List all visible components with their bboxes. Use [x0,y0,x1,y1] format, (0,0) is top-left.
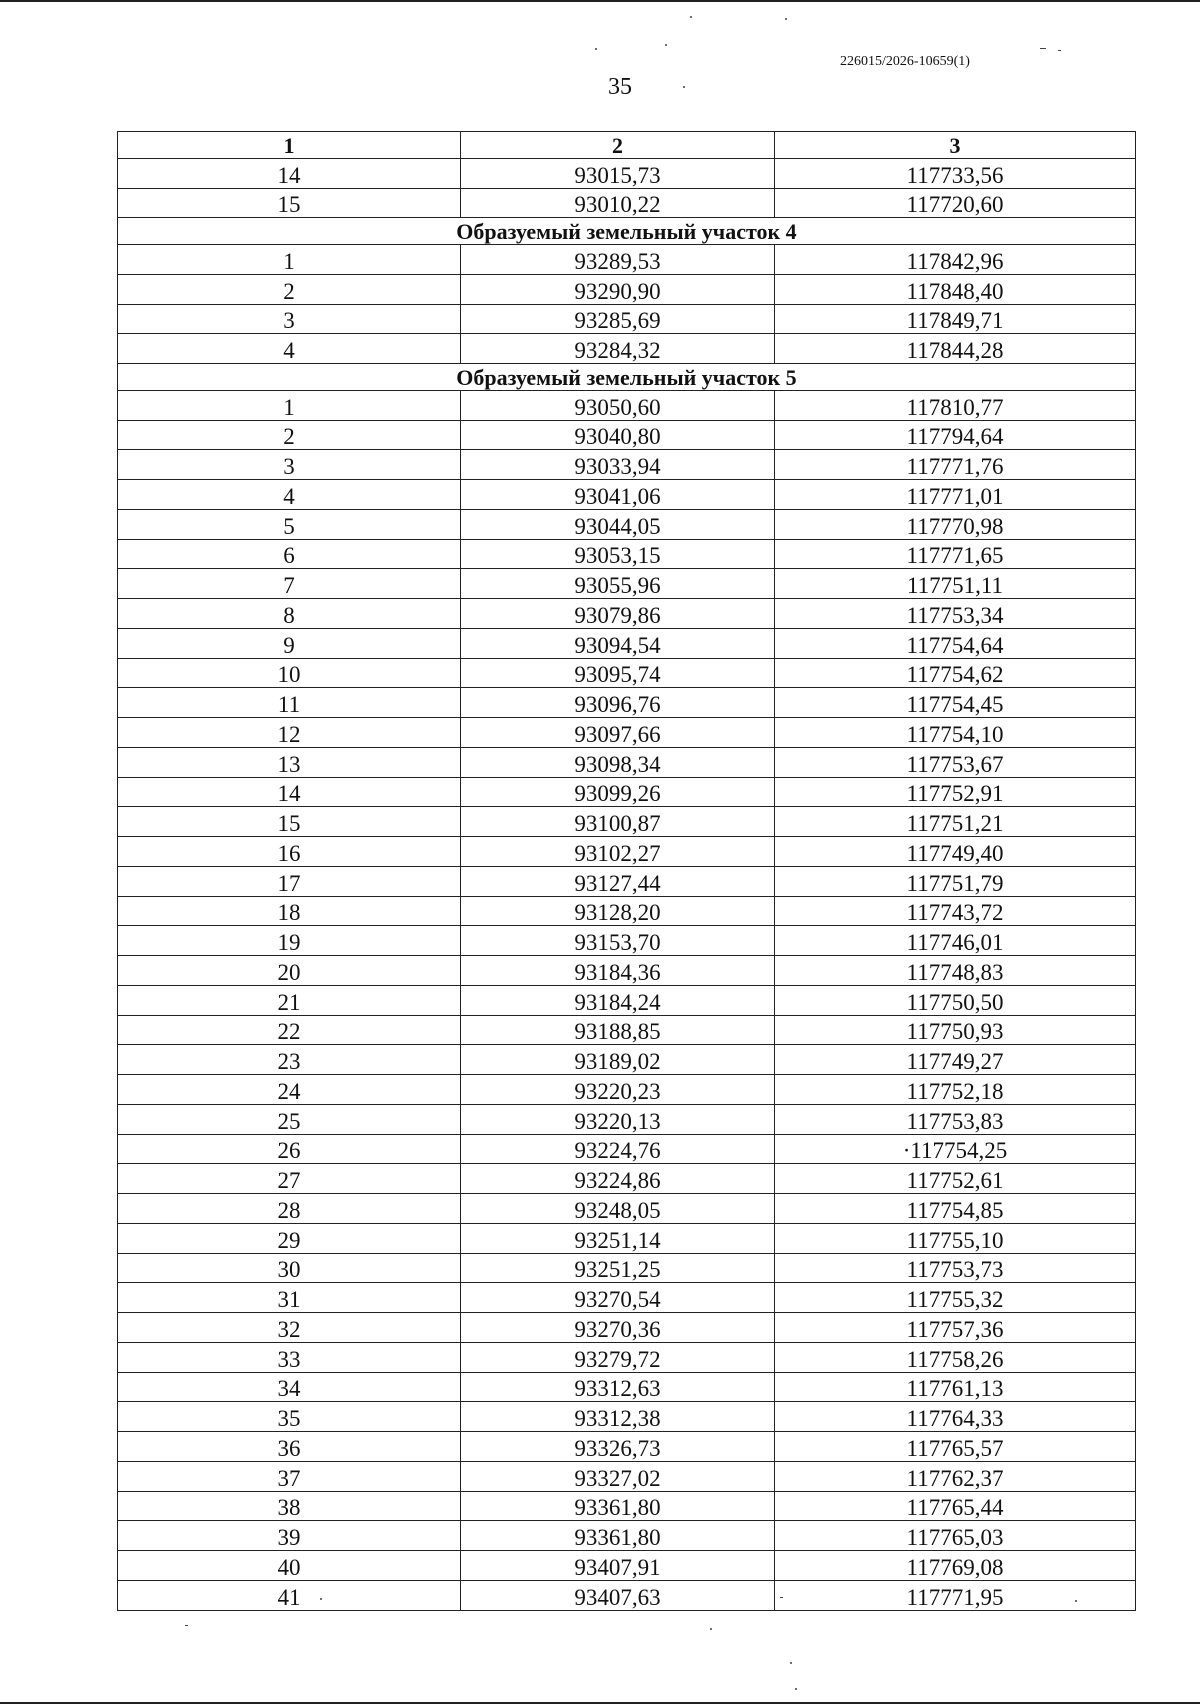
y-coordinate-cell: 117842,96 [775,245,1136,275]
point-number-cell: 10 [118,658,461,688]
scan-speck [780,1597,783,1598]
table-row [118,480,1136,510]
table-row [118,1461,1136,1491]
point-number-cell: 2 [118,274,461,304]
x-coordinate-cell: 93327,02 [461,1461,775,1491]
x-coordinate-cell: 93050,60 [461,390,775,420]
x-coordinate-cell: 93407,91 [461,1551,775,1581]
x-coordinate-cell: 93128,20 [461,896,775,926]
point-number-cell: 34 [118,1372,461,1402]
table-row [118,718,1136,748]
table-row [118,245,1136,275]
y-coordinate-cell: 117752,18 [775,1075,1136,1105]
point-number-cell: 30 [118,1253,461,1283]
table-row [118,1134,1136,1164]
point-number-cell: 29 [118,1223,461,1253]
x-coordinate-cell: 93407,63 [461,1580,775,1610]
table-row [118,569,1136,599]
table-row [118,1223,1136,1253]
y-coordinate-cell: 117750,93 [775,1015,1136,1045]
point-number-cell: 2 [118,420,461,450]
table-row [118,807,1136,837]
point-number-cell: 11 [118,688,461,718]
table-row [118,390,1136,420]
table-row [118,985,1136,1015]
point-number-cell: 36 [118,1432,461,1462]
point-number-cell: 8 [118,599,461,629]
column-header-3: 3 [775,132,1136,159]
table-row [118,599,1136,629]
table-row [118,420,1136,450]
y-coordinate-cell: 117770,98 [775,509,1136,539]
y-coordinate-cell: 117771,65 [775,539,1136,569]
x-coordinate-cell: 93270,54 [461,1283,775,1313]
x-coordinate-cell: 93290,90 [461,274,775,304]
point-number-cell: 15 [118,188,461,218]
point-number-cell: 17 [118,866,461,896]
y-coordinate-cell: 117762,37 [775,1461,1136,1491]
x-coordinate-cell: 93248,05 [461,1194,775,1224]
point-number-cell: 40 [118,1551,461,1581]
point-number-cell: 4 [118,480,461,510]
y-coordinate-cell: 117754,62 [775,658,1136,688]
x-coordinate-cell: 93270,36 [461,1313,775,1343]
x-coordinate-cell: 93097,66 [461,718,775,748]
x-coordinate-cell: 93284,32 [461,334,775,364]
point-number-cell: 6 [118,539,461,569]
y-coordinate-cell: 117844,28 [775,334,1136,364]
x-coordinate-cell: 93326,73 [461,1432,775,1462]
scan-speck [1075,1600,1077,1602]
scan-speck [665,44,667,46]
y-coordinate-cell: 117753,34 [775,599,1136,629]
table-row [118,1194,1136,1224]
table-row [118,1521,1136,1551]
point-number-cell: 13 [118,747,461,777]
x-coordinate-cell: 93040,80 [461,420,775,450]
table-row [118,1164,1136,1194]
y-coordinate-cell: 117771,95 [775,1580,1136,1610]
y-coordinate-cell: 117752,61 [775,1164,1136,1194]
scan-speck [710,1628,712,1630]
x-coordinate-cell: 93102,27 [461,837,775,867]
point-number-cell: 41 [118,1580,461,1610]
point-number-cell: 37 [118,1461,461,1491]
table-row [118,1491,1136,1521]
table-row [118,1313,1136,1343]
table-row [118,274,1136,304]
table-row [118,188,1136,218]
x-coordinate-cell: 93044,05 [461,509,775,539]
table-row [118,1104,1136,1134]
table-row [118,1372,1136,1402]
y-coordinate-cell: 117748,83 [775,956,1136,986]
scan-top-edge [0,0,1200,2]
x-coordinate-cell: 93079,86 [461,599,775,629]
point-number-cell: 18 [118,896,461,926]
y-coordinate-cell: 117720,60 [775,188,1136,218]
x-coordinate-cell: 93224,76 [461,1134,775,1164]
scan-speck [785,18,787,20]
x-coordinate-cell: 93095,74 [461,658,775,688]
y-coordinate-cell: 117755,10 [775,1223,1136,1253]
y-coordinate-cell: 117810,77 [775,390,1136,420]
coordinates-table [117,131,1136,1611]
point-number-cell: 22 [118,1015,461,1045]
y-coordinate-cell: 117764,33 [775,1402,1136,1432]
x-coordinate-cell: 93010,22 [461,188,775,218]
table-row [118,926,1136,956]
point-number-cell: 21 [118,985,461,1015]
point-number-cell: 7 [118,569,461,599]
x-coordinate-cell: 93041,06 [461,480,775,510]
table-row [118,896,1136,926]
point-number-cell: 3 [118,304,461,334]
section-title: Образуемый земельный участок 5 [118,364,1136,391]
table-row [118,628,1136,658]
y-coordinate-cell: 117753,73 [775,1253,1136,1283]
point-number-cell: 16 [118,837,461,867]
x-coordinate-cell: 93312,38 [461,1402,775,1432]
table-row [118,158,1136,188]
y-coordinate-cell: 117753,83 [775,1104,1136,1134]
x-coordinate-cell: 93127,44 [461,866,775,896]
x-coordinate-cell: 93279,72 [461,1342,775,1372]
point-number-cell: 26 [118,1134,461,1164]
y-coordinate-cell: 117765,57 [775,1432,1136,1462]
point-number-cell: 4 [118,334,461,364]
x-coordinate-cell: 93220,23 [461,1075,775,1105]
scan-speck [683,86,685,88]
y-coordinate-cell: 117733,56 [775,158,1136,188]
point-number-cell: 19 [118,926,461,956]
column-header-2: 2 [461,132,775,159]
point-number-cell: 20 [118,956,461,986]
table-row [118,1342,1136,1372]
x-coordinate-cell: 93055,96 [461,569,775,599]
table-row [118,1402,1136,1432]
point-number-cell: 23 [118,1045,461,1075]
y-coordinate-cell: ·117754,25 [775,1134,1136,1164]
y-coordinate-cell: 117749,27 [775,1045,1136,1075]
x-coordinate-cell: 93189,02 [461,1045,775,1075]
point-number-cell: 35 [118,1402,461,1432]
x-coordinate-cell: 93251,25 [461,1253,775,1283]
y-coordinate-cell: 117765,44 [775,1491,1136,1521]
table-row [118,837,1136,867]
scan-speck [1058,50,1061,51]
x-coordinate-cell: 93096,76 [461,688,775,718]
x-coordinate-cell: 93312,63 [461,1372,775,1402]
point-number-cell: 14 [118,777,461,807]
y-coordinate-cell: 117769,08 [775,1551,1136,1581]
y-coordinate-cell: 117754,85 [775,1194,1136,1224]
x-coordinate-cell: 93033,94 [461,450,775,480]
section-header-row [118,364,1136,391]
table-row [118,688,1136,718]
table-row [118,450,1136,480]
scan-speck [320,1598,322,1600]
section-header-row [118,218,1136,245]
x-coordinate-cell: 93015,73 [461,158,775,188]
table-row [118,956,1136,986]
scan-speck [595,48,597,50]
y-coordinate-cell: 117751,11 [775,569,1136,599]
y-coordinate-cell: 117751,21 [775,807,1136,837]
table-row [118,1551,1136,1581]
point-number-cell: 3 [118,450,461,480]
x-coordinate-cell: 93184,36 [461,956,775,986]
point-number-cell: 31 [118,1283,461,1313]
point-number-cell: 5 [118,509,461,539]
y-coordinate-cell: 117754,64 [775,628,1136,658]
point-number-cell: 1 [118,245,461,275]
scan-speck [690,16,692,18]
x-coordinate-cell: 93099,26 [461,777,775,807]
x-coordinate-cell: 93285,69 [461,304,775,334]
y-coordinate-cell: 117761,13 [775,1372,1136,1402]
point-number-cell: 15 [118,807,461,837]
document-number: 226015/2026-10659(1) [840,54,970,69]
y-coordinate-cell: 117754,45 [775,688,1136,718]
table-row [118,747,1136,777]
point-number-cell: 28 [118,1194,461,1224]
table-row [118,658,1136,688]
x-coordinate-cell: 93289,53 [461,245,775,275]
y-coordinate-cell: 117754,10 [775,718,1136,748]
scan-speck [795,1688,797,1690]
page-number: 35 [608,74,632,100]
point-number-cell: 14 [118,158,461,188]
x-coordinate-cell: 93100,87 [461,807,775,837]
y-coordinate-cell: 117755,32 [775,1283,1136,1313]
point-number-cell: 39 [118,1521,461,1551]
table-row [118,334,1136,364]
y-coordinate-cell: 117771,01 [775,480,1136,510]
table-row [118,1580,1136,1610]
point-number-cell: 33 [118,1342,461,1372]
table-body [118,158,1136,1610]
y-coordinate-cell: 117753,67 [775,747,1136,777]
table-row [118,1075,1136,1105]
table-row [118,1045,1136,1075]
table-row [118,539,1136,569]
y-coordinate-cell: 117758,26 [775,1342,1136,1372]
y-coordinate-cell: 117849,71 [775,304,1136,334]
x-coordinate-cell: 93153,70 [461,926,775,956]
x-coordinate-cell: 93094,54 [461,628,775,658]
x-coordinate-cell: 93361,80 [461,1521,775,1551]
table-row [118,866,1136,896]
table-row [118,1283,1136,1313]
y-coordinate-cell: 117757,36 [775,1313,1136,1343]
scan-speck [790,1662,792,1664]
y-coordinate-cell: 117752,91 [775,777,1136,807]
x-coordinate-cell: 93220,13 [461,1104,775,1134]
x-coordinate-cell: 93184,24 [461,985,775,1015]
table-row [118,509,1136,539]
x-coordinate-cell: 93098,34 [461,747,775,777]
y-coordinate-cell: 117750,50 [775,985,1136,1015]
y-coordinate-cell: 117743,72 [775,896,1136,926]
x-coordinate-cell: 93224,86 [461,1164,775,1194]
y-coordinate-cell: 117794,64 [775,420,1136,450]
point-number-cell: 38 [118,1491,461,1521]
section-title: Образуемый земельный участок 4 [118,218,1136,245]
y-coordinate-cell: 117746,01 [775,926,1136,956]
point-number-cell: 24 [118,1075,461,1105]
table-row [118,777,1136,807]
table-row [118,1253,1136,1283]
scan-bottom-edge [0,1702,1200,1704]
scan-speck [1040,48,1046,49]
y-coordinate-cell: 117771,76 [775,450,1136,480]
point-number-cell: 32 [118,1313,461,1343]
table-row [118,1432,1136,1462]
point-number-cell: 25 [118,1104,461,1134]
table-header-row [118,132,1136,159]
point-number-cell: 12 [118,718,461,748]
table-row [118,304,1136,334]
table-row [118,1015,1136,1045]
x-coordinate-cell: 93053,15 [461,539,775,569]
y-coordinate-cell: 117751,79 [775,866,1136,896]
y-coordinate-cell: 117848,40 [775,274,1136,304]
column-header-1: 1 [118,132,461,159]
point-number-cell: 27 [118,1164,461,1194]
point-number-cell: 9 [118,628,461,658]
y-coordinate-cell: 117749,40 [775,837,1136,867]
y-coordinate-cell: 117765,03 [775,1521,1136,1551]
point-number-cell: 1 [118,390,461,420]
x-coordinate-cell: 93188,85 [461,1015,775,1045]
x-coordinate-cell: 93251,14 [461,1223,775,1253]
scan-speck [185,1625,188,1626]
x-coordinate-cell: 93361,80 [461,1491,775,1521]
